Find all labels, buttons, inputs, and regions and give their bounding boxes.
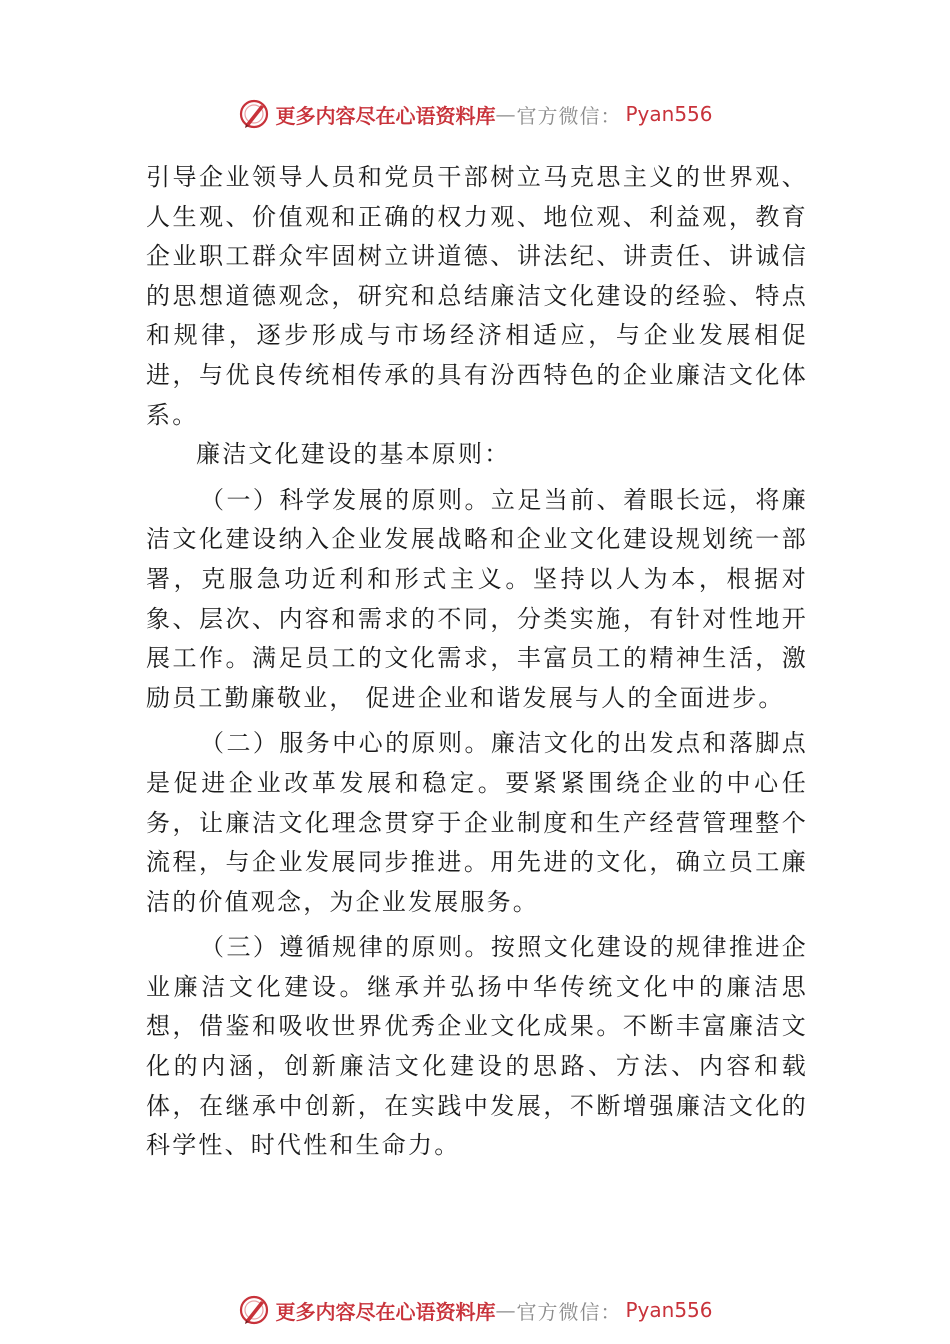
paragraph-principle-2: （二）服务中心的原则。廉洁文化的出发点和落脚点是促进企业改革发展和稳定。要紧紧围绕企业的中心任务，让廉洁文化理念贯穿于企业制度和生产经营管理整个流程，与企业发展同步推进。用先进的文化，确立员工廉洁的价值观念，为企业发展服务。 <box>146 729 808 916</box>
banner-wechat-label: 官方微信： <box>516 103 622 128</box>
document-body <box>146 158 808 1166</box>
paragraph-intro: 引导企业领导人员和党员干部树立马克思主义的世界观、人生观、价值观和正确的权力观、地位观、利益观，教育企业职工群众牢固树立讲道德、讲法纪、讲责任、讲诚信的思想道德观念，研究和总结廉洁文化建设的经验、特点和规律，逐步形成与市场经济相适应，与企业发展相促进，与优良传统相传承的具有汾西特色的企业廉洁文化体系。 <box>146 163 808 429</box>
banner-wechat-id: Pyan556 <box>625 102 713 126</box>
pen-logo-icon <box>237 97 271 131</box>
footer-separator: — <box>495 1298 517 1322</box>
header-banner <box>0 94 950 134</box>
footer-banner <box>0 1290 950 1330</box>
section-heading: 廉洁文化建设的基本原则： <box>196 440 511 469</box>
paragraph-principle-1: （一）科学发展的原则。立足当前、着眼长远，将廉洁文化建设纳入企业发展战略和企业文化建设规划统一部署，克服急功近利和形式主义。坚持以人为本，根据对象、层次、内容和需求的不同，分类实施，有针对性地开展工作。满足员工的文化需求，丰富员工的精神生活，激励员工勤廉敬业， 促进企业和谐发展与人的全面进步。 <box>146 485 808 712</box>
pen-logo-icon <box>237 1293 271 1327</box>
banner-separator: — <box>495 102 517 126</box>
banner-promo-text: 更多内容尽在心语资料库 <box>275 103 496 128</box>
footer-promo-text: 更多内容尽在心语资料库 <box>275 1299 496 1324</box>
footer-wechat-label: 官方微信： <box>516 1299 622 1324</box>
paragraph-principle-3: （三）遵循规律的原则。按照文化建设的规律推进企业廉洁文化建设。继承并弘扬中华传统文化中的廉洁思想，借鉴和吸收世界优秀企业文化成果。不断丰富廉洁文化的内涵，创新廉洁文化建设的思路、方法、内容和载体，在继承中创新，在实践中发展，不断增强廉洁文化的科学性、时代性和生命力。 <box>146 933 808 1160</box>
footer-wechat-id: Pyan556 <box>625 1298 713 1322</box>
